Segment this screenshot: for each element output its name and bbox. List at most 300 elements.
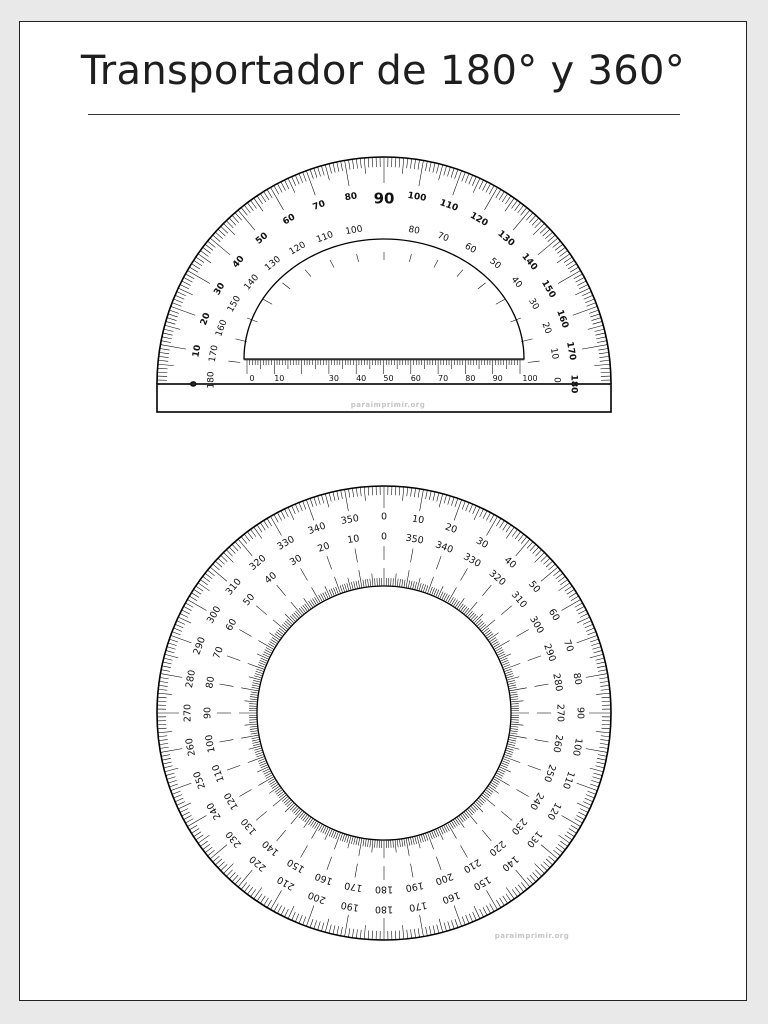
semicircle-tick [532, 218, 539, 225]
circle-inner-tick [370, 579, 371, 587]
semicircle-inner-label: 120 [287, 240, 308, 258]
circle-outer-tick [518, 885, 524, 892]
watermark-bottom: paraimprimir.org [494, 932, 570, 940]
circle-outer-tick [594, 650, 603, 652]
circle-guide-tick [277, 830, 286, 841]
semicircle-tick [414, 159, 415, 169]
circle-outer-tick [271, 516, 282, 535]
circle-outer-tick [586, 674, 608, 678]
circle-outer-tick [565, 835, 572, 840]
circle-outer-tick [164, 766, 173, 768]
circle-inner-tick [273, 795, 287, 807]
circle-outer-tick [592, 777, 601, 780]
semicircle-inner-label: 50 [487, 256, 503, 272]
circle-inner-tick [509, 737, 517, 739]
circle-inner-tick [421, 584, 423, 592]
circle-outer-label: 50 [526, 578, 543, 596]
circle-inner-tick [299, 608, 304, 614]
circle-guide-tick [528, 765, 541, 770]
circle-inner-tick [255, 750, 263, 752]
circle-outer-label: 150 [471, 873, 493, 893]
semicircle-tick [600, 360, 610, 361]
circle-inner-tick [257, 654, 269, 659]
circle-inner-tick [478, 798, 484, 803]
semicircle-tick [433, 163, 435, 173]
semicircle-tick [479, 180, 483, 189]
circle-inner-tick [258, 777, 274, 786]
semicircle-tick [577, 281, 586, 286]
semicircle-inner-label: 70 [435, 230, 451, 245]
semicircle-tick [292, 177, 296, 186]
circle-inner-tick [365, 579, 366, 587]
circle-outer-tick [171, 635, 192, 643]
semicircle-outer-label: 150 [539, 278, 558, 300]
circle-inner-label: 230 [508, 815, 529, 837]
circle-outer-tick [535, 552, 545, 562]
circle-inner-tick [494, 641, 510, 650]
circle-outer-tick [451, 497, 454, 506]
circle-outer-tick [577, 635, 598, 643]
semicircle-inner-label: 10 [547, 347, 560, 361]
circle-inner-tick [469, 613, 474, 619]
circle-inner-tick [303, 814, 308, 820]
circle-outer-tick [407, 487, 408, 496]
circle-inner-label: 180 [374, 883, 394, 895]
semicircle-tick [372, 157, 373, 167]
circle-guide-tick [301, 568, 308, 580]
circle-outer-tick [490, 514, 494, 522]
circle-outer-tick [586, 749, 608, 753]
circle-inner-tick [287, 619, 293, 625]
semicircle-tick [284, 180, 288, 189]
circle-inner-tick [351, 582, 353, 590]
semicircle-tick [486, 184, 491, 193]
circle-inner-tick [256, 671, 264, 673]
circle-outer-tick [583, 802, 591, 806]
semicircle-tick [238, 210, 255, 230]
circle-inner-tick [494, 777, 510, 786]
semicircle-tick [418, 160, 420, 170]
circle-inner-tick [483, 628, 489, 633]
semicircle-inner-label: 140 [242, 272, 262, 293]
semicircle-tick [196, 257, 204, 263]
semicircle-outer-label: 20 [199, 311, 213, 327]
circle-inner-tick [459, 816, 464, 822]
circle-inner-tick [363, 580, 364, 588]
semicircle-tick [162, 337, 172, 339]
circle-outer-label: 40 [501, 554, 519, 571]
circle-outer-tick [515, 887, 520, 894]
semicircle-outer-label: 110 [438, 198, 460, 214]
circle-outer-tick [503, 896, 508, 904]
semicircle-tick [515, 203, 521, 211]
circle-inner-tick [372, 574, 373, 587]
circle-outer-tick [189, 825, 197, 830]
circle-inner-tick [287, 801, 293, 807]
semicircle-tick [247, 203, 253, 211]
circle-inner-tick [345, 834, 347, 842]
ruler-label: 60 [410, 374, 421, 383]
circle-outer-tick [487, 891, 498, 910]
circle-inner-label: 60 [223, 617, 240, 633]
circle-outer-tick [444, 923, 446, 932]
circle-outer-tick [306, 906, 314, 927]
circle-inner-label: 120 [222, 790, 241, 812]
circle-outer-tick [439, 494, 443, 508]
semicircle-inner-label: 40 [508, 275, 524, 291]
semicircle-tick [185, 274, 194, 279]
semicircle-tick [575, 288, 590, 295]
semicircle-inner-label: 60 [462, 241, 478, 256]
circle-outer-label: 260 [183, 737, 198, 757]
circle-outer-tick [196, 835, 203, 840]
circle-guide-tick [239, 630, 251, 637]
circle-inner-tick [336, 832, 339, 839]
circle-outer-tick [223, 552, 233, 562]
circle-outer-tick [264, 520, 269, 528]
circle-outer-tick [596, 732, 610, 733]
semicircle-tick [288, 178, 295, 193]
circle-inner-tick [251, 733, 259, 734]
circle-outer-label: 310 [223, 576, 244, 598]
page-title: Transportador de 180° y 360° [80, 48, 686, 94]
circle-outer-tick [368, 930, 369, 939]
circle-outer-tick [260, 523, 265, 531]
circle-outer-tick [254, 527, 262, 538]
circle-inner-tick [258, 665, 265, 668]
circle-outer-tick [314, 920, 317, 929]
circle-outer-tick [180, 809, 188, 813]
circle-outer-tick [166, 650, 175, 652]
circle-inner-tick [462, 607, 467, 613]
circle-outer-tick [198, 583, 209, 591]
ruler-label: 70 [438, 374, 449, 383]
circle-inner-tick [276, 632, 282, 637]
circle-inner-tick [292, 806, 297, 812]
circle-inner-tick [483, 793, 489, 798]
semicircle-inner-label: 170 [207, 344, 221, 364]
circle-inner-tick [510, 699, 518, 700]
circle-inner-tick [325, 828, 330, 840]
circle-outer-tick [325, 919, 329, 933]
circle-outer-tick [194, 832, 202, 837]
circle-outer-label: 0 [380, 511, 388, 523]
circle-outer-tick [168, 780, 177, 783]
circle-outer-tick [590, 654, 604, 658]
circle-inner-tick [251, 692, 259, 693]
circle-outer-tick [171, 783, 192, 791]
circle-outer-tick [527, 878, 533, 885]
circle-outer-tick [341, 927, 343, 936]
circle-inner-tick [358, 838, 360, 846]
circle-outer-label: 290 [191, 635, 209, 657]
circle-inner-label: 310 [508, 589, 529, 611]
semicircle-tick [184, 277, 193, 282]
semicircle-tick [596, 337, 606, 339]
circle-inner-tick [511, 724, 524, 725]
semicircle-tick [257, 196, 263, 204]
circle-outer-tick [596, 766, 605, 768]
circle-outer-tick [191, 593, 199, 598]
circle-outer-tick [158, 689, 167, 690]
circle-outer-tick [591, 780, 600, 783]
circle-outer-tick [601, 728, 610, 729]
circle-outer-tick [558, 835, 569, 843]
semicircle-tick [159, 356, 169, 357]
circle-inner-tick [430, 832, 433, 839]
circle-inner-label: 90 [202, 706, 214, 720]
circle-inner-tick [255, 674, 263, 676]
circle-inner-tick [467, 809, 472, 815]
circle-outer-tick [399, 487, 400, 496]
circle-inner-tick [256, 752, 264, 754]
circle-inner-tick [423, 834, 425, 842]
circle-outer-tick [591, 643, 600, 646]
circle-inner-tick [503, 665, 510, 668]
circle-outer-tick [161, 670, 170, 672]
semicircle-inner-label: 130 [263, 254, 283, 274]
circle-inner-label: 300 [527, 614, 546, 636]
semicircle-tick [402, 158, 403, 174]
circle-outer-tick [271, 891, 282, 910]
circle-inner-tick [511, 701, 524, 702]
ruler-label: 90 [492, 374, 503, 383]
circle-outer-tick [169, 784, 178, 787]
circle-inner-tick [250, 694, 258, 695]
circle-outer-tick [598, 755, 607, 757]
circle-outer-tick [535, 550, 541, 556]
circle-outer-label: 100 [570, 737, 585, 757]
semicircle-tick [281, 182, 286, 191]
semicircle-tick [203, 247, 211, 253]
circle-outer-tick [184, 606, 192, 610]
circle-inner-tick [278, 791, 284, 796]
circle-inner-tick [301, 607, 306, 613]
semicircle-tick [174, 299, 183, 303]
circle-outer-tick [414, 929, 415, 938]
semicircle-tick [177, 292, 186, 296]
circle-inner-tick [333, 831, 336, 838]
circle-outer-label: 110 [559, 769, 577, 791]
semicircle-tick [529, 215, 536, 222]
semicircle-inner-label: 160 [214, 318, 230, 338]
semicircle-tick [483, 182, 488, 191]
circle-outer-tick [599, 747, 608, 748]
semicircle-tick [592, 318, 602, 321]
circle-outer-tick [160, 747, 169, 748]
circle-outer-tick [558, 576, 565, 581]
circle-inner-tick [475, 619, 481, 625]
circle-outer-tick [167, 777, 176, 780]
circle-inner-tick [466, 602, 478, 616]
circle-outer-tick [546, 859, 553, 865]
circle-outer-tick [284, 509, 288, 517]
circle-outer-tick [560, 580, 567, 585]
circle-inner-label: 30 [288, 552, 304, 569]
circle-outer-label: 140 [499, 853, 521, 874]
semicircle-outer-label: 70 [311, 199, 327, 213]
circle-outer-tick [159, 681, 168, 682]
circle-outer-tick [439, 919, 443, 933]
circle-outer-tick [535, 870, 541, 876]
circle-inner-tick [438, 828, 443, 840]
circle-outer-tick [158, 728, 167, 729]
circle-outer-tick [596, 658, 605, 660]
circle-inner-tick [509, 692, 517, 693]
semicircle-outer-label: 130 [495, 228, 517, 249]
circle-outer-tick [585, 624, 593, 628]
circle-outer-tick [200, 841, 207, 846]
semicircle-tick [496, 189, 501, 198]
circle-outer-tick [473, 912, 477, 920]
circle-inner-tick [484, 791, 490, 796]
circle-outer-tick [221, 864, 227, 870]
circle-outer-tick [194, 589, 202, 594]
circle-outer-tick [512, 889, 517, 896]
circle-outer-tick [306, 500, 314, 521]
circle-inner-tick [251, 687, 259, 689]
circle-outer-tick [177, 802, 185, 806]
semicircle-tick [364, 158, 365, 174]
circle-inner-tick [272, 784, 279, 788]
circle-outer-tick [576, 606, 584, 610]
circle-outer-tick [590, 784, 599, 787]
semicircle-tick [429, 162, 431, 172]
circle-inner-label: 280 [550, 672, 565, 693]
circle-inner-tick [475, 801, 481, 807]
semicircle-tick [356, 159, 357, 169]
semicircle-tick [167, 318, 177, 321]
circle-inner-tick [399, 579, 400, 587]
semicircle-tick [221, 226, 228, 233]
circle-outer-tick [175, 624, 183, 628]
circle-outer-tick [175, 798, 183, 802]
circle-inner-tick [402, 579, 403, 587]
semicircle-outer-label: 30 [212, 281, 228, 298]
circle-outer-tick [172, 791, 180, 794]
semicircle-tick [535, 221, 542, 228]
semicircle-outer-label: 140 [519, 251, 540, 273]
circle-inner-ring [257, 586, 511, 840]
semicircle-tick [157, 372, 167, 373]
circle-inner-tick [250, 699, 258, 700]
circle-inner-tick [342, 585, 344, 593]
circle-outer-tick [168, 643, 177, 646]
circle-inner-tick [510, 728, 518, 729]
circle-inner-tick [459, 604, 464, 610]
circle-inner-tick [295, 809, 300, 815]
circle-inner-tick [285, 621, 291, 626]
semicircle-tick [210, 238, 230, 255]
circle-guide-tick [501, 811, 512, 820]
circle-inner-tick [415, 836, 417, 844]
circle-outer-tick [473, 506, 477, 514]
circle-inner-tick [471, 614, 476, 620]
semicircle-tick [548, 235, 556, 242]
semicircle-tick [502, 194, 507, 202]
circle-outer-tick [200, 580, 207, 585]
circle-inner-tick [375, 840, 376, 848]
circle-outer-label: 330 [275, 533, 297, 553]
circle-inner-tick [421, 834, 423, 842]
circle-outer-label: 210 [275, 873, 297, 893]
circle-outer-tick [506, 887, 514, 898]
circle-outer-tick [533, 547, 539, 554]
circle-inner-tick [397, 579, 398, 587]
semicircle-tick [158, 368, 168, 369]
circle-inner-tick [375, 578, 376, 586]
circle-inner-label: 140 [260, 837, 282, 858]
circle-outer-tick [483, 907, 487, 915]
ruler-label: 80 [465, 374, 476, 383]
circle-outer-tick [160, 749, 182, 753]
circle-outer-tick [189, 596, 197, 601]
circle-inner-tick [484, 630, 490, 635]
circle-outer-tick [556, 847, 563, 853]
circle-inner-tick [455, 601, 459, 608]
circle-outer-tick [333, 925, 335, 934]
semicircle-tick [277, 184, 282, 193]
circle-inner-tick [410, 837, 412, 845]
semicircle-inner-label: 0 [551, 377, 562, 383]
circle-inner-tick [358, 580, 360, 588]
circle-guide-tick [239, 790, 251, 797]
circle-tick-marks [157, 486, 611, 940]
circle-outer-tick [247, 887, 252, 894]
circle-inner-tick [347, 583, 349, 591]
circle-outer-tick [553, 570, 560, 576]
semicircle-tick [564, 257, 572, 263]
circle-outer-tick [180, 613, 188, 617]
circle-outer-tick [549, 564, 556, 570]
semicircle-tick [161, 341, 171, 343]
circle-inner-tick [478, 623, 484, 628]
circle-outer-tick [295, 914, 299, 922]
semicircle-tick [444, 166, 447, 176]
circle-outer-tick [229, 547, 235, 554]
semicircle-tick [545, 232, 552, 239]
semicircle-tick [303, 172, 307, 181]
circle-outer-tick [506, 894, 511, 901]
circle-inner-tick [305, 604, 310, 610]
circle-outer-label: 200 [306, 888, 328, 906]
circle-inner-tick [487, 788, 493, 793]
semicircle-inner-label: 110 [315, 229, 335, 246]
circle-outer-tick [314, 497, 317, 506]
circle-outer-tick [433, 492, 435, 501]
circle-outer-tick [466, 503, 469, 511]
circle-inner-tick [508, 739, 516, 741]
circle-inner-tick [345, 584, 347, 592]
circle-inner-tick [425, 585, 428, 593]
semicircle-tick [223, 223, 234, 234]
circle-inner-tick [503, 759, 510, 762]
circle-outer-tick [310, 498, 313, 507]
semicircle-inner-label: 30 [526, 296, 541, 312]
circle-outer-tick [469, 504, 473, 512]
circle-inner-tick [460, 605, 465, 611]
circle-inner-tick [404, 580, 405, 588]
circle-outer-tick [244, 885, 250, 892]
circle-inner-tick [413, 581, 415, 589]
circle-outer-tick [480, 909, 484, 917]
circle-inner-tick [253, 680, 261, 682]
circle-inner-label: 240 [527, 790, 546, 812]
circle-outer-tick [244, 534, 250, 541]
circle-inner-tick [351, 836, 353, 844]
circle-outer-tick [333, 492, 335, 501]
circle-guide-tick [355, 549, 357, 563]
